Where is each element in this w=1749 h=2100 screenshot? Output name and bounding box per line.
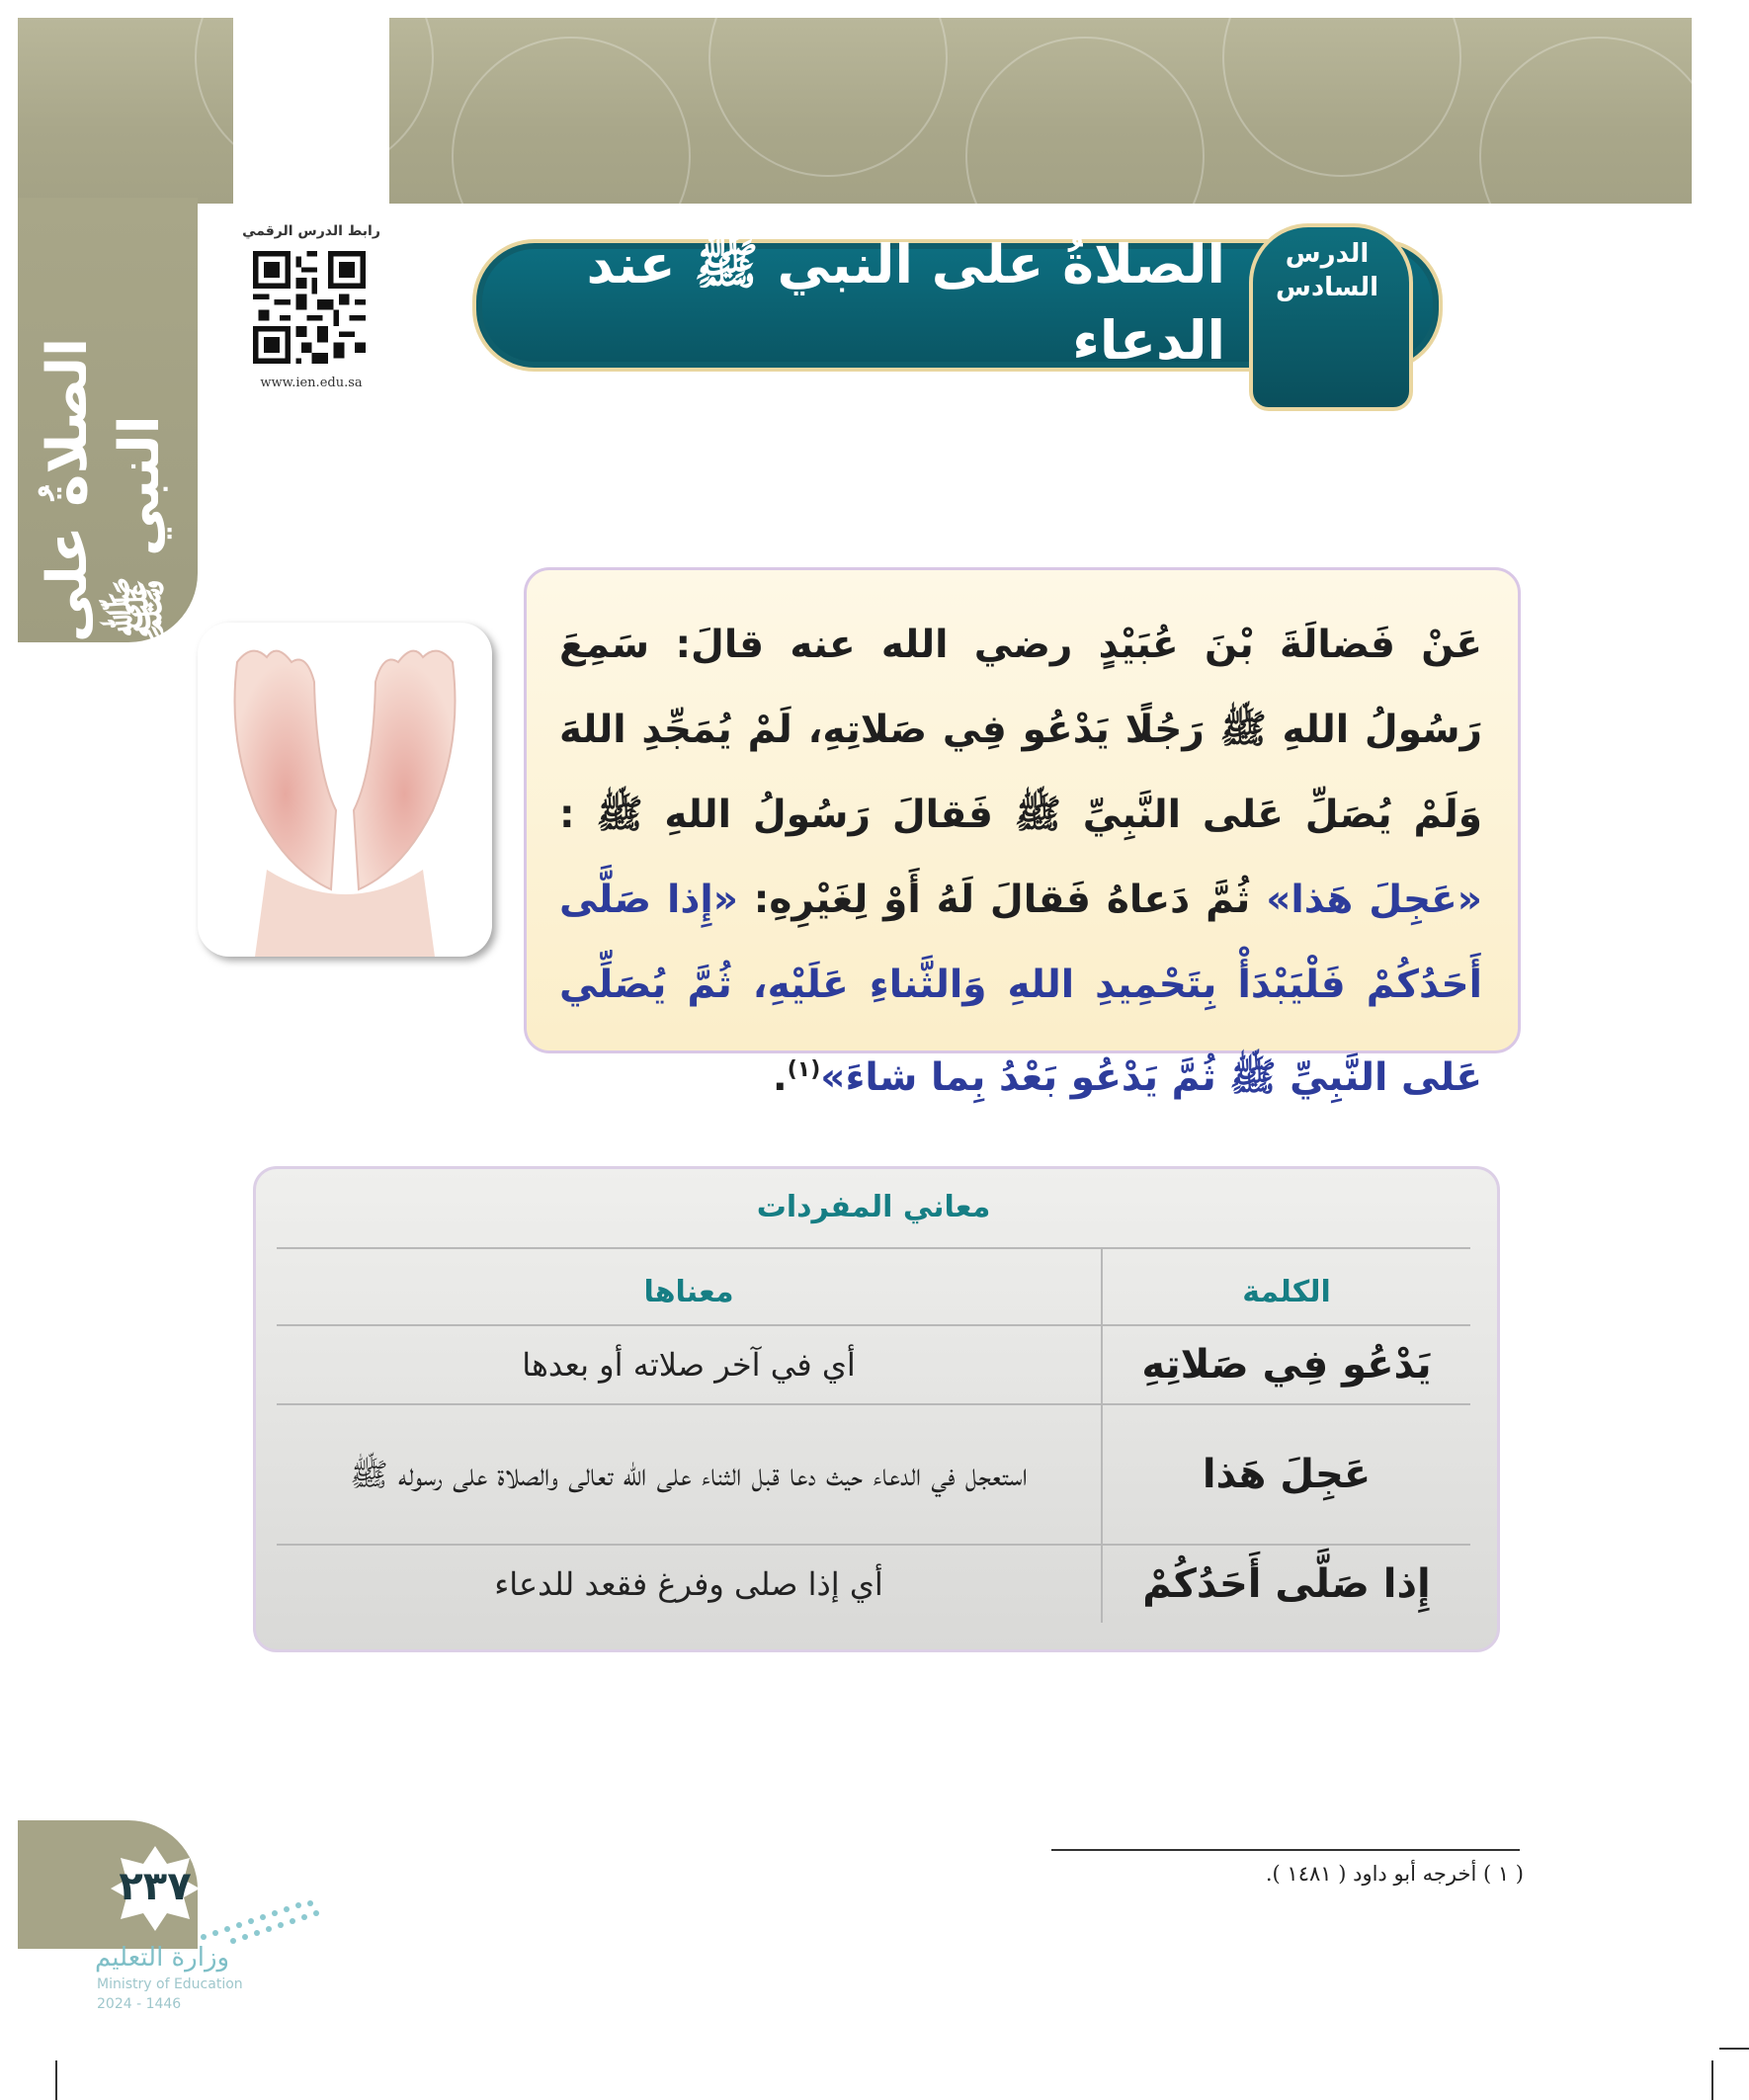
vocabulary-title: معاني المفردات	[756, 1190, 991, 1224]
lesson-title: الصلاةُ على النبي ﷺ عند الدعاء	[586, 232, 1225, 372]
lesson-number-label	[1249, 237, 1405, 304]
table-row-word: يَدْعُو فِي صَلاتِهِ	[1141, 1342, 1432, 1387]
crop-mark	[1719, 2048, 1749, 2050]
table-row-meaning: أي إذا صلى وفرغ فقعد للدعاء	[494, 1565, 883, 1603]
footnote: ( ١ ) أخرجه أبو داود ( ١٤٨١ ).	[1265, 1862, 1524, 1886]
lesson-label-line1: الدرس	[1285, 239, 1370, 269]
lesson-label-line2: السادس	[1275, 273, 1379, 302]
hadith-quote-hasty: «عَجِلَ هَذا»	[1250, 878, 1482, 922]
page-number: ٢٣٧	[119, 1864, 192, 1909]
ministry-dots-icon	[194, 1897, 324, 1947]
hadith-quote-main: «إِذا صَلَّى أَحَدُكُمْ فَلْيَبْدَأْ بِتَحْمِيدِ اللهِ وَالثَّناءِ عَلَيْهِ، ثُمَّ يُصَلِّي عَلى النَّبِيِّ ﷺ ثُمَّ يَدْعُو بَعْدُ بِما شاءَ»	[559, 878, 1482, 1100]
table-rule	[277, 1247, 1470, 1249]
crop-mark	[55, 2060, 57, 2100]
table-row-meaning: أي في آخر صلاته أو بعدها	[522, 1346, 856, 1384]
qr-url[interactable]: www.ien.edu.sa	[260, 376, 363, 390]
table-row-meaning: استعجل في الدعاء حيث دعا قبل الثناء على الله تعالى والصلاة على رسوله ﷺ	[350, 1456, 1028, 1493]
crop-mark	[1711, 2060, 1713, 2100]
qr-label: رابط الدرس الرقمي	[242, 223, 380, 239]
ministry-year: 2024 - 1446	[97, 1996, 182, 2012]
hadith-middle: ثُمَّ دَعاهُ فَقالَ لَهُ أَوْ لِغَيْرِهِ:	[737, 878, 1251, 922]
hadith-text	[559, 603, 1482, 1100]
ministry-name-english: Ministry of Education	[97, 1976, 243, 1992]
table-row-word: إِذا صَلَّى أَحَدُكُمْ	[1142, 1561, 1431, 1607]
praying-hands-image	[198, 623, 492, 957]
sidebar-chapter-title: الصلاةُ على النبي ﷺ	[36, 337, 172, 642]
qr-code-icon[interactable]	[253, 251, 366, 364]
hadith-end: .	[772, 1055, 788, 1100]
hadith-intro: عَنْ فَضالَةَ بْنَ عُبَيْدٍ رضي الله عنه قالَ: سَمِعَ رَسُولُ اللهِ ﷺ رَجُلًا يَدْعُو فِي صَلاتِهِ، لَمْ يُمَجِّدِ اللهَ وَلَمْ يُصَلِّ عَلى النَّبِيِّ ﷺ فَقالَ رَسُولُ اللهِ ﷺ :	[559, 623, 1482, 837]
footnote-ref[interactable]: (١)	[787, 1057, 821, 1082]
footnote-rule	[1051, 1849, 1520, 1851]
ministry-name-arabic: وزارة التعليم	[95, 1943, 230, 1973]
column-header-word: الكلمة	[1242, 1275, 1331, 1309]
table-row-word: عَجِلَ هَذا	[1202, 1452, 1372, 1497]
column-header-meaning: معناها	[643, 1275, 734, 1309]
